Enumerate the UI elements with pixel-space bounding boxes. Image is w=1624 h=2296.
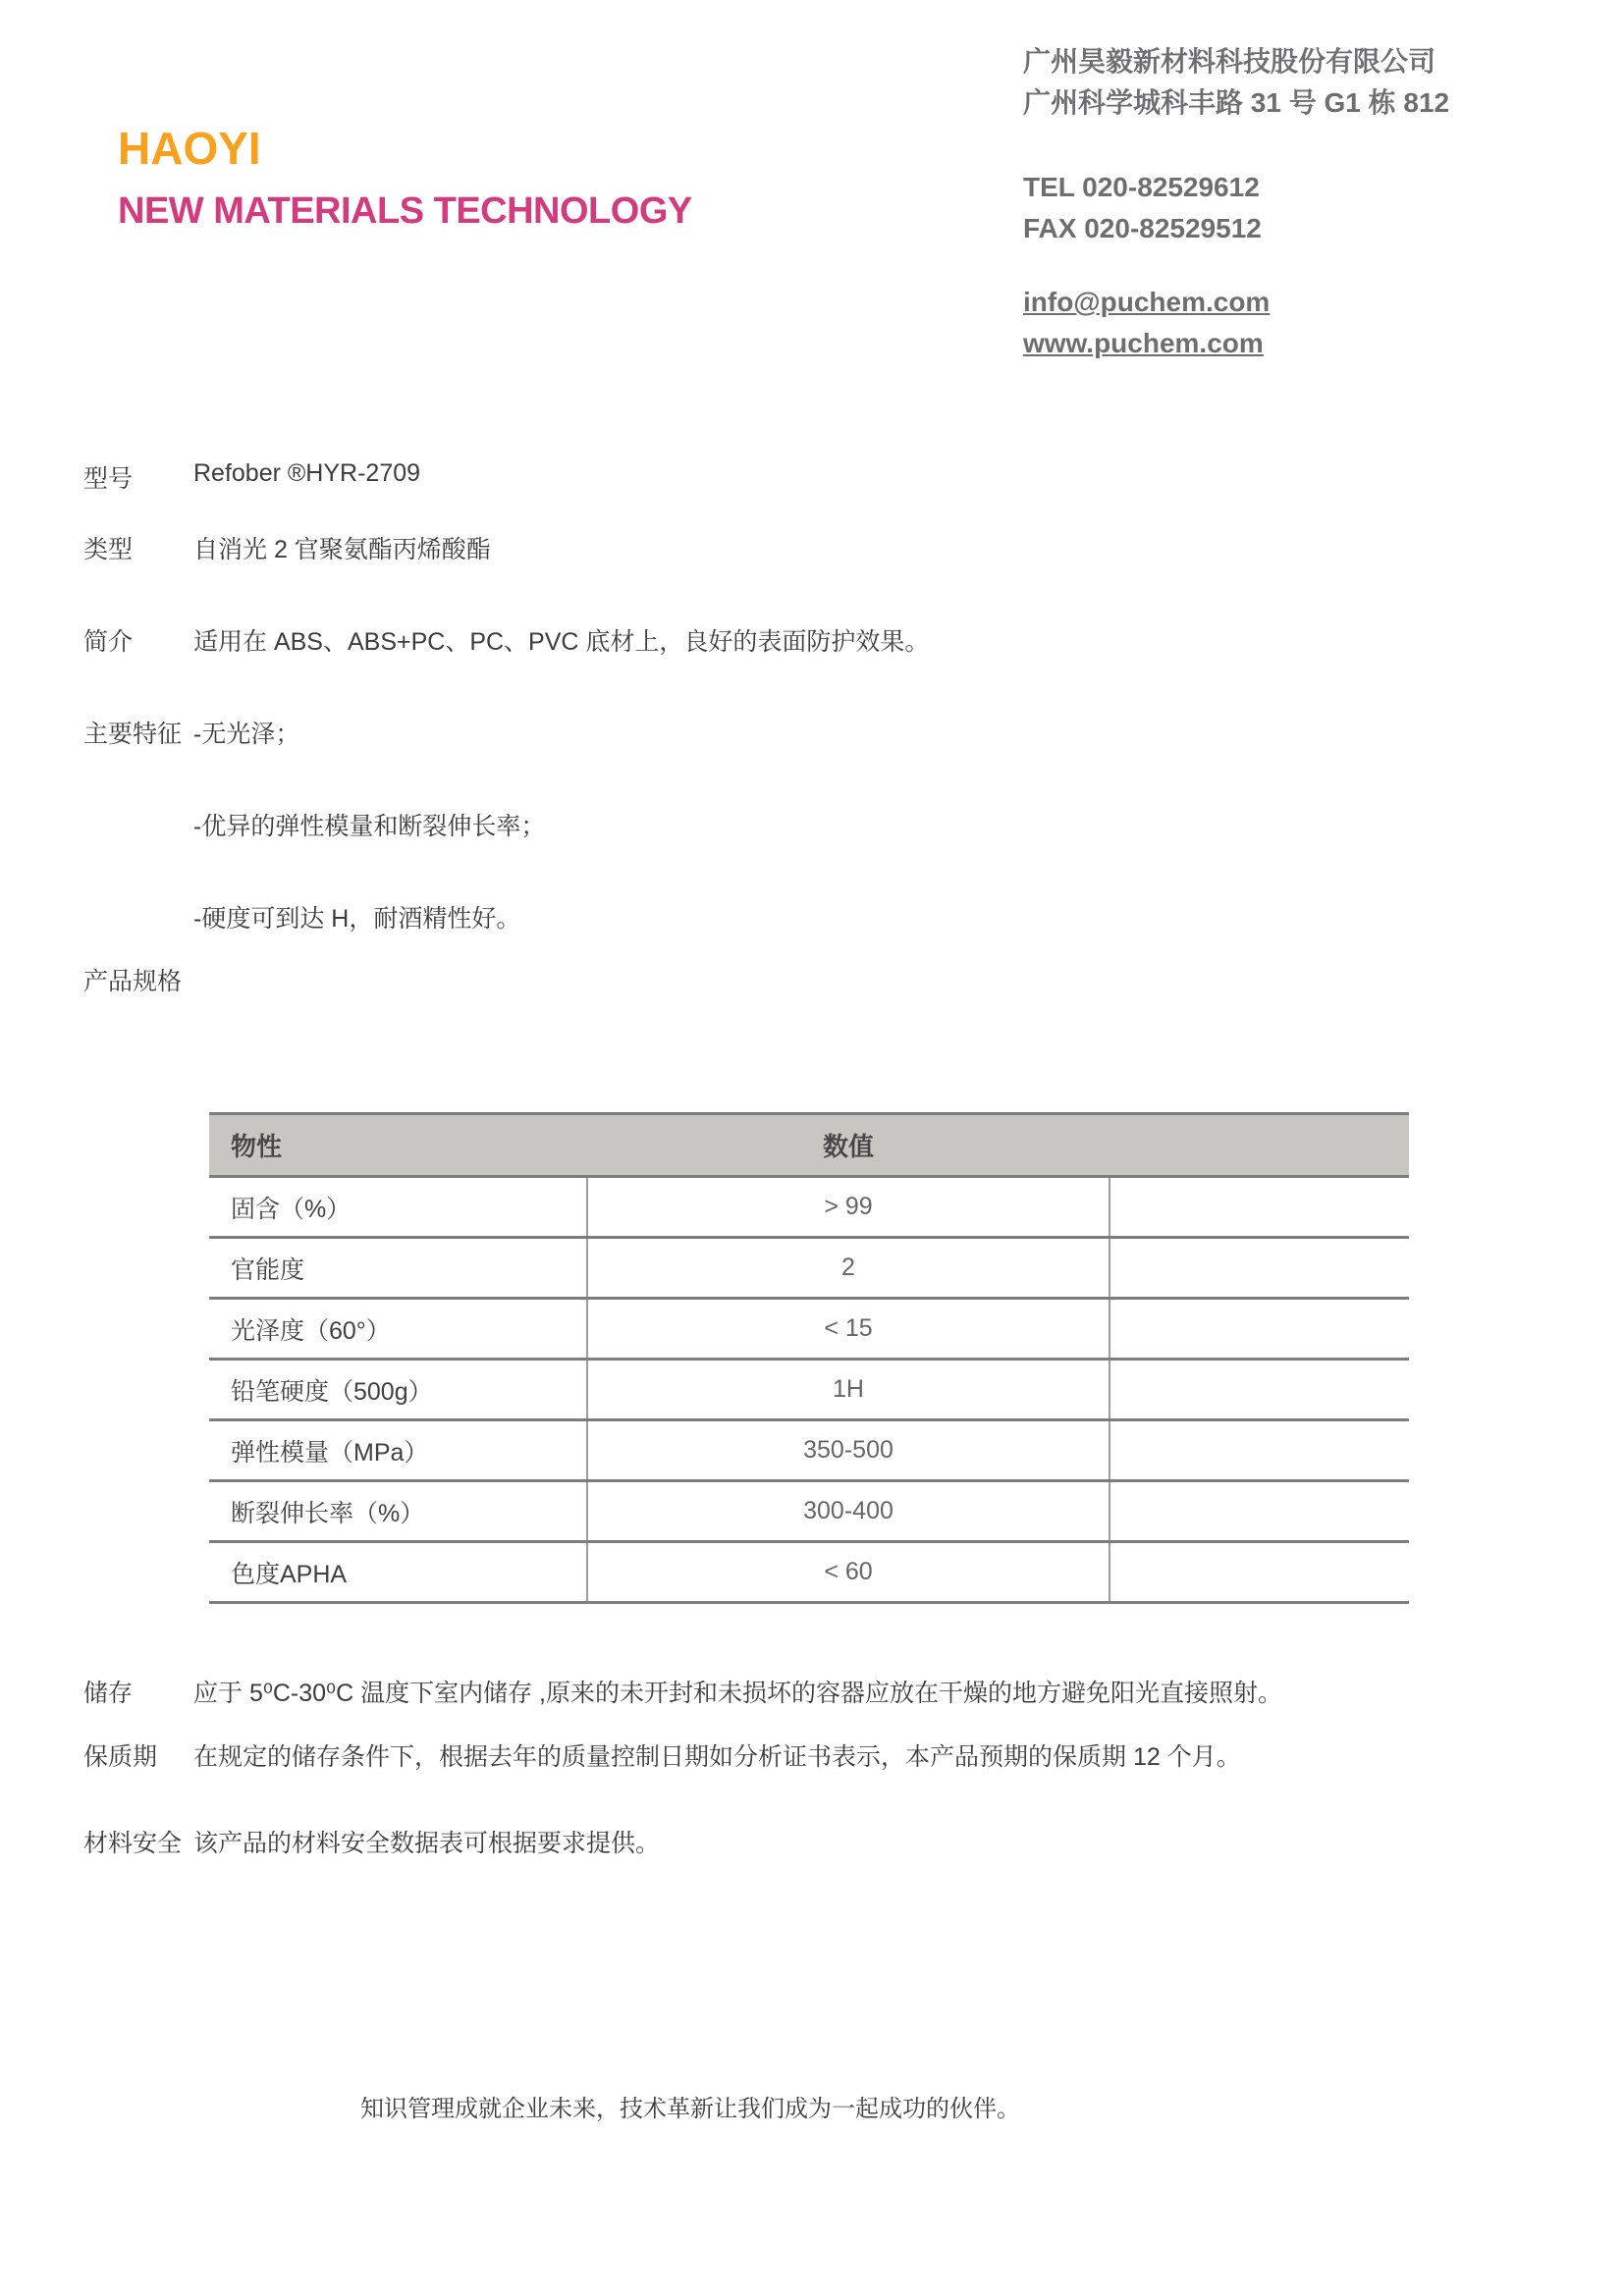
material-safety-label: 材料安全 [83, 1830, 183, 1857]
table-row [209, 1542, 1409, 1603]
storage-value: 应于 5⁰C-30⁰C 温度下室内储存 ,原来的未开封和未损坏的容器应放在干燥的地方避免阳光直接照射。 [193, 1680, 1282, 1707]
type-label: 类型 [83, 536, 134, 563]
company-name: 广州昊毅新材料科技股份有限公司 [1023, 46, 1436, 77]
logo-haoyi-text: HAOYI [118, 123, 261, 174]
model-label: 型号 [83, 465, 134, 493]
property-cell: 光泽度（60°） [209, 1299, 587, 1360]
storage-label: 储存 [83, 1680, 134, 1707]
property-cell: 固含（%） [209, 1177, 587, 1238]
intro-label: 简介 [83, 628, 134, 656]
table-row [209, 1481, 1409, 1542]
logo-subtitle-text: NEW MATERIALS TECHNOLOGY [118, 190, 692, 232]
value-cell: < 60 [587, 1542, 1110, 1603]
company-contact-block [1023, 41, 1449, 364]
empty-cell [1110, 1420, 1409, 1481]
table-header-row [209, 1114, 1409, 1177]
empty-cell [1110, 1177, 1409, 1238]
storage-row [83, 1674, 1282, 1709]
table-row [209, 1177, 1409, 1238]
material-safety-value: 该产品的材料安全数据表可根据要求提供。 [193, 1830, 661, 1857]
model-value: Refober ®HYR-2709 [193, 459, 421, 487]
type-value: 自消光 2 官聚氨酯丙烯酸酯 [193, 536, 491, 563]
value-cell: 350-500 [587, 1420, 1110, 1481]
property-cell: 弹性模量（MPa） [209, 1420, 587, 1481]
shelf-life-label: 保质期 [83, 1743, 158, 1771]
value-cell: 1H [587, 1360, 1110, 1420]
table-header-value: 数值 [587, 1114, 1110, 1177]
property-cell: 色度APHA [209, 1542, 587, 1603]
feature-item-3: -硬度可到达 H，耐酒精性好。 [193, 905, 521, 933]
company-address: 广州科学城科丰路 31 号 G1 栋 812 [1023, 87, 1450, 118]
shelf-life-value: 在规定的储存条件下，根据去年的质量控制日期如分析证书表示，本产品预期的保质期 12 个月。 [193, 1743, 1241, 1771]
empty-cell [1110, 1299, 1409, 1360]
property-cell: 铅笔硬度（500g） [209, 1360, 587, 1420]
value-cell: 2 [587, 1238, 1110, 1299]
feature-item-1: -无光泽； [193, 721, 300, 748]
feature-item-2: -优异的弹性模量和断裂伸长率； [193, 813, 546, 840]
company-tel: TEL 020-82529612 [1023, 172, 1260, 202]
empty-cell [1110, 1542, 1409, 1603]
product-spec-heading: 产品规格 [83, 968, 183, 995]
intro-row [83, 622, 929, 658]
company-website-link[interactable]: www.puchem.com [1023, 328, 1264, 358]
property-cell: 官能度 [209, 1238, 587, 1299]
empty-cell [1110, 1238, 1409, 1299]
table-row [209, 1238, 1409, 1299]
company-fax: FAX 020-82529512 [1023, 213, 1262, 243]
value-cell: > 99 [587, 1177, 1110, 1238]
material-safety-row [83, 1824, 660, 1859]
company-logo [118, 123, 692, 232]
type-row [83, 530, 491, 565]
value-cell: < 15 [587, 1299, 1110, 1360]
footer-slogan: 知识管理成就企业未来，技术革新让我们成为一起成功的伙伴。 [360, 2096, 1020, 2122]
table-header-empty [1110, 1114, 1409, 1177]
property-cell: 断裂伸长率（%） [209, 1481, 587, 1542]
company-email-link[interactable]: info@puchem.com [1023, 287, 1271, 317]
model-row [83, 459, 420, 495]
table-row [209, 1299, 1409, 1360]
product-spec-table [209, 1112, 1409, 1604]
table-header-property: 物性 [209, 1114, 587, 1177]
value-cell: 300-400 [587, 1481, 1110, 1542]
empty-cell [1110, 1481, 1409, 1542]
intro-value: 适用在 ABS、ABS+PC、PC、PVC 底材上，良好的表面防护效果。 [193, 628, 930, 656]
features-label: 主要特征 [83, 721, 183, 748]
features-row [83, 715, 299, 750]
shelf-life-row [83, 1737, 1241, 1773]
empty-cell [1110, 1360, 1409, 1420]
table-row [209, 1420, 1409, 1481]
table-row [209, 1360, 1409, 1420]
